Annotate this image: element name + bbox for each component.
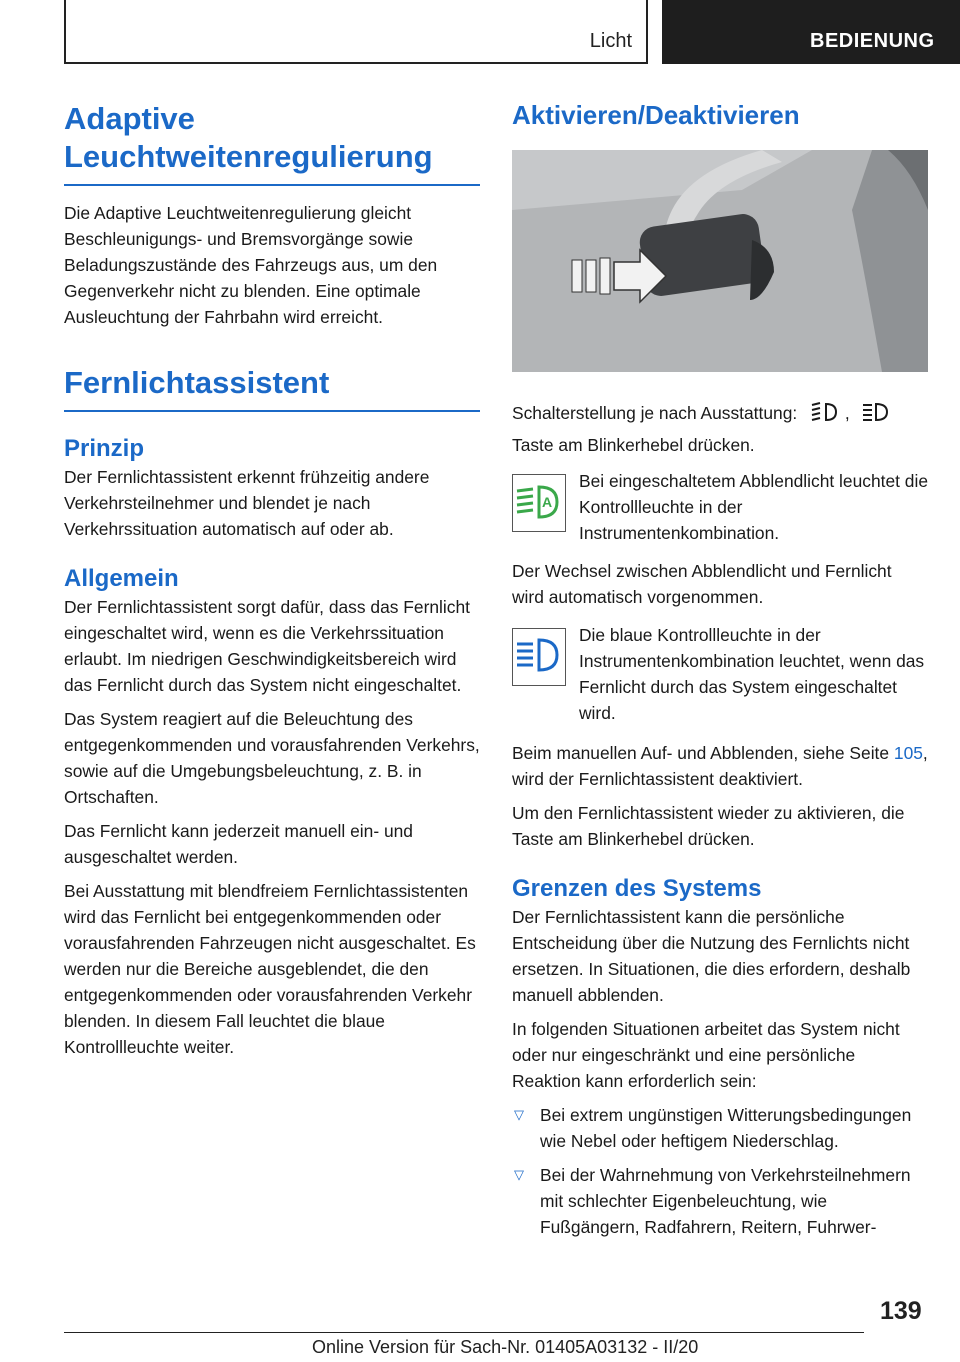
turn-signal-lever-illustration — [512, 150, 928, 372]
triangle-bullet-icon: ▽ — [514, 1167, 524, 1182]
heading-rule — [64, 410, 480, 412]
note-blue-indicator — [512, 622, 928, 726]
paragraph-grenzen-2: In folgenden Situationen arbeitet das System nicht oder nur eingeschränkt und eine persönliche Reaktion kann erforderlich sein: — [512, 1019, 900, 1091]
switch-position-text: Schalterstellung je nach Ausstattung: — [512, 403, 798, 423]
blue-high-beam-indicator-icon — [512, 628, 566, 686]
turn-signal-lever-image — [512, 150, 928, 372]
high-beam-assist-symbol — [810, 401, 840, 423]
auto-high-beam-symbol — [861, 401, 891, 423]
paragraph-switch-position — [512, 400, 928, 426]
footer-rule — [64, 1332, 864, 1333]
paragraph-wieder-aktivieren: Um den Fernlichtassistent wieder zu aktivieren, die Taste am Blinkerhebel drücken. — [512, 803, 905, 849]
section-label: Licht — [589, 30, 632, 52]
heading-allgemein: Allgemein — [64, 565, 179, 592]
triangle-bullet-icon: ▽ — [514, 1107, 524, 1122]
list-item-text: Bei der Wahrnehmung von Verkehrsteilnehmern mit schlechter Eigenbeleuchtung, wie Fußgängern, Radfahrern, Reitern, Fuhrwer- — [540, 1165, 911, 1237]
page-number: 139 — [880, 1297, 922, 1325]
heading-adaptive: Adaptive Leuchtweitenregulierung — [64, 101, 433, 174]
note-green-text: Bei eingeschaltetem Abblendlicht leuchtet die Kontrollleuchte in der Instrumentenkombination. — [579, 471, 929, 543]
paragraph-manuell — [512, 740, 928, 792]
heading-aktivieren: Aktivieren/Deaktivieren — [512, 100, 800, 130]
svg-text:A: A — [542, 494, 553, 510]
heading-prinzip: Prinzip — [64, 435, 145, 462]
heading-fernlichtassistent: Fernlichtassistent — [64, 365, 330, 400]
limitations-list — [512, 1102, 928, 1240]
manuell-text-a: Beim manuellen Auf- und Abblenden, siehe Seite — [512, 743, 890, 763]
manuell-text-b: , wird der Fernlichtassistent deaktiviert. — [512, 743, 928, 789]
paragraph-prinzip: Der Fernlichtassistent erkennt frühzeitig andere Verkehrsteilnehmer und blendet je nach Verkehrssituation automatisch auf oder ab. — [64, 467, 430, 539]
switch-separator: , — [844, 403, 850, 423]
note-green-indicator — [512, 468, 928, 546]
list-item — [512, 1102, 928, 1154]
list-item — [512, 1162, 928, 1240]
left-column — [64, 100, 480, 1060]
header-box — [64, 0, 648, 64]
chapter-label: BEDIENUNG — [810, 30, 935, 52]
list-item-text: Bei extrem ungünstigen Witterungsbedingungen wie Nebel oder heftigem Niederschlag. — [540, 1105, 912, 1151]
paragraph-taste: Taste am Blinkerhebel drücken. — [512, 435, 755, 455]
paragraph-grenzen-1: Der Fernlichtassistent kann die persönliche Entscheidung über die Nutzung des Fernlichts nicht ersetzen. In Situationen, die dies erfordern, deshalb manuell abblenden. — [512, 907, 911, 1005]
paragraph-adaptive: Die Adaptive Leuchtweitenregulierung gleicht Beschleunigungs- und Bremsvorgänge sowie Beladungszustände des Fahrzeugs aus, um den Gegenverkehr nicht zu blenden. Eine optimale Ausleuchtung der Fahrbahn wird erreicht. — [64, 203, 438, 327]
paragraph-allgemein-1: Der Fernlichtassistent sorgt dafür, dass das Fernlicht eingeschaltet wird, wenn es die Verkehrssituation erlaubt. Im niedrigen Geschwindigkeitsbereich wird das Fernlicht durch das System nicht eingeschaltet. — [64, 597, 470, 695]
green-low-beam-indicator-icon — [512, 474, 566, 532]
paragraph-allgemein-4: Bei Ausstattung mit blendfreiem Fernlichtassistenten wird das Fernlicht bei entgegenkommenden oder vorausfahrenden Fahrzeugen nicht ausgeschaltet. Es werden nur die Bereiche ausgeblendet, die den entgegenkommenden oder vorausfahrenden Verkehr blenden. In diesem Fall leuchtet die blaue Kontrollleuchte weiter. — [64, 881, 476, 1057]
chapter-tab — [662, 0, 960, 64]
heading-grenzen: Grenzen des Systems — [512, 875, 762, 902]
footer-online-version: Online Version für Sach-Nr. 01405A03132 - II/20 — [312, 1337, 699, 1357]
paragraph-allgemein-2: Das System reagiert auf die Beleuchtung des entgegenkommenden und vorausfahrenden Verkehrs, sowie auf die Umgebungsbeleuchtung, z. B. in Ortschaften. — [64, 709, 480, 807]
paragraph-allgemein-3: Das Fernlicht kann jederzeit manuell ein- und ausgeschaltet werden. — [64, 821, 413, 867]
right-column — [512, 100, 928, 1240]
paragraph-wechsel: Der Wechsel zwischen Abblendlicht und Fernlicht wird automatisch vorgenommen. — [512, 561, 892, 607]
page-reference-link[interactable]: 105 — [893, 743, 923, 763]
heading-rule — [64, 184, 480, 186]
note-blue-text: Die blaue Kontrollleuchte in der Instrumentenkombination leuchtet, wenn das Fernlicht durch das System eingeschaltet wird. — [579, 625, 925, 723]
